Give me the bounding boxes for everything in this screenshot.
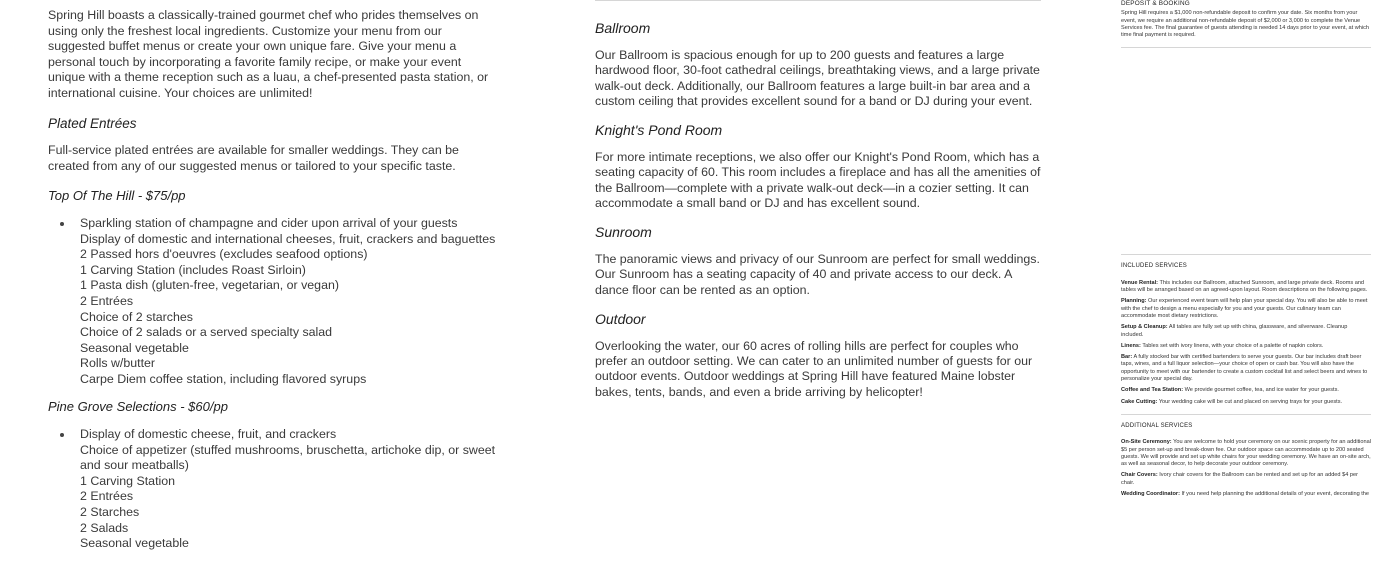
service-item [1121,324,1371,339]
included-services-heading: INCLUDED SERVICES [1121,263,1187,270]
deposit-heading: DEPOSIT & BOOKING [1121,0,1190,7]
spacer [1121,56,1371,246]
top-divider [595,0,1041,1]
divider [1121,254,1371,255]
menu-column [48,8,498,564]
menu-line: Display of domestic cheese, fruit, and crackers [80,427,337,442]
ballroom-heading: Ballroom [595,20,651,36]
menu-line: 1 Carving Station (includes Roast Sirloin) [80,262,306,277]
menu-line: Seasonal vegetable [80,340,189,355]
services-column [1121,0,1371,502]
menu-item [48,216,498,388]
service-item [1121,399,1371,406]
additional-services-heading: ADDITIONAL SERVICES [1121,422,1193,429]
menu-line: Choice of 2 salads or a served specialty salad [80,325,333,340]
service-label: Wedding Coordinator: [1121,491,1180,498]
service-text: All tables are fully set up with china, glassware, and silverware. Cleanup included. [1121,324,1348,338]
service-label: Cake Cutting: [1121,398,1158,405]
service-item [1121,343,1371,350]
service-text: If you need help planning the additional details of your event, decorating the [1181,491,1370,498]
service-label: Linens: [1121,342,1141,349]
service-label: Setup & Cleanup: [1121,324,1168,331]
service-text: Ivory chair covers for the Ballroom can be rented and set up for an added $4 per chair. [1121,472,1358,486]
divider [1121,47,1371,48]
service-text: This includes our Ballroom, attached Sunroom, and large private deck. Rooms and tables will be arranged based on an agreed-upon layout. Room descriptions on the following pages. [1121,279,1368,294]
service-item [1121,298,1371,320]
ballroom-text: Our Ballroom is spacious enough for up to 200 guests and features a large hardwood floor, 30-foot cathedral ceilings, breathtaking views, and a large private walk-out deck. Additionally, our Ballroom features a large built-in bar area and a custom ceiling that provides excellent sound for a band or DJ during your event. [595,48,1040,108]
menu-line: 1 Carving Station [80,473,176,488]
service-text: Our experienced event team will help plan your special day. You will also be able to meet with the chef to design a menu especially for you and your guests. Our culinary team can accommodate most dietary restrictions. [1121,298,1368,319]
plated-entrees-heading: Plated Entrées [48,115,137,131]
service-text: We provide gourmet coffee, tea, and ice water for your guests. [1184,387,1339,394]
service-item [1121,280,1371,295]
outdoor-text: Overlooking the water, our 60 acres of rolling hills are perfect for couples who prefer an outdoor setting. We can cater to an unlimited number of guests for our outdoor events. Outdoor weddings at Spring Hill have featured Maine lobster bakes, tents, bands, and even a bride arriving by helicopter! [595,339,1033,399]
plated-entrees-text: Full-service plated entrées are available for smaller weddings. They can be created from any of our suggested menus or tailored to your specific taste. [48,143,459,173]
menu-line: 2 Starches [80,505,140,520]
deposit-text: Spring Hill requires a $1,000 non-refundable deposit to confirm your date. Six months from your event, we require an additional non-refundable deposit of $2,000 or 3,000 to complete the Venue Services fee. The final guarantee of guests attending is needed 14 days prior to your event, at which time final payment is required. [1121,10,1370,39]
service-label: Venue Rental: [1121,279,1158,286]
service-label: Chair Covers: [1121,472,1158,479]
service-text: Tables set with ivory linens, with your choice of a palette of napkin colors. [1142,342,1324,349]
menu-line: Sparkling station of champagne and cider upon arrival of your guests [80,215,458,230]
menu-line: 2 Entrées [80,489,134,504]
knights-pond-text: For more intimate receptions, we also offer our Knight's Pond Room, which has a seating capacity of 60. This room includes a fireplace and has all the amenities of the Ballroom—complete with a private walk-out deck—in a cozier setting. It can accommodate a small band or DJ and has excellent sound. [595,150,1041,210]
divider [1121,414,1371,415]
top-of-the-hill-heading: Top Of The Hill - $75/pp [48,188,186,204]
pine-grove-list [48,427,498,552]
menu-line: Choice of appetizer (stuffed mushrooms, bruschetta, artichoke dip, or sweet and sour meatballs) [80,442,496,473]
menu-line: 2 Passed hors d'oeuvres (excludes seafood options) [80,247,368,262]
menu-line: 2 Entrées [80,293,134,308]
venue-column [595,0,1041,414]
outdoor-heading: Outdoor [595,310,646,327]
service-text: A fully stocked bar with certified bartenders to serve your guests. Our bar includes draft beer taps, wines, and a full liquor selection—your choice of open or cash bar. You will also have the opportunity to meet with our bartender to create a custom cocktail list and select beers and wines to personalize your special day. [1121,354,1368,383]
menu-line: Choice of 2 starches [80,309,193,324]
service-label: Planning: [1121,298,1147,305]
service-text: Your wedding cake will be cut and placed on serving trays for your guests. [1158,398,1343,405]
service-item [1121,472,1371,487]
menu-item [48,427,498,552]
service-item [1121,354,1371,383]
service-label: On-Site Ceremony: [1121,439,1172,446]
menu-line: Display of domestic and international cheeses, fruit, crackers and baguettes [80,231,496,246]
service-item [1121,387,1371,394]
service-label: Coffee and Tea Station: [1121,387,1184,394]
menu-line: Seasonal vegetable [80,536,189,551]
service-label: Bar: [1121,354,1133,361]
service-item [1121,439,1371,468]
service-text: You are welcome to hold your ceremony on our scenic property for an additional $5 per person set-up and break-down fee. Our outdoor space can accommodate up to 200 seated guests. We will provide and set up white chairs for your wedding ceremony. We have an on-site arch, as well as seasonal decor, to help decorate your outdoor ceremony. [1121,439,1371,468]
menu-line: Carpe Diem coffee station, including flavored syrups [80,371,367,386]
top-of-the-hill-list [48,216,498,388]
pine-grove-heading: Pine Grove Selections - $60/pp [48,399,228,415]
sunroom-text: The panoramic views and privacy of our Sunroom are perfect for small weddings. Our Sunroom has a seating capacity of 40 and private access to our deck. A dance floor can be rented as an option. [595,252,1040,297]
menu-line: 1 Pasta dish (gluten-free, vegetarian, or vegan) [80,278,339,293]
service-item [1121,491,1371,498]
menu-line: 2 Salads [80,520,129,535]
knights-pond-heading: Knight's Pond Room [595,122,723,139]
menu-line: Rolls w/butter [80,356,156,371]
sunroom-heading: Sunroom [595,224,652,241]
intro-paragraph: Spring Hill boasts a classically-trained gourmet chef who prides themselves on using only the freshest local ingredients. Customize your menu from our suggested buffet menus or create your own unique fare. Give your menu a personal touch by incorporating a favorite family recipe, or make your event unique with a theme reception such as a luau, a chef-presented pasta station, or international cuisine. Your choices are unlimited! [48,8,489,100]
